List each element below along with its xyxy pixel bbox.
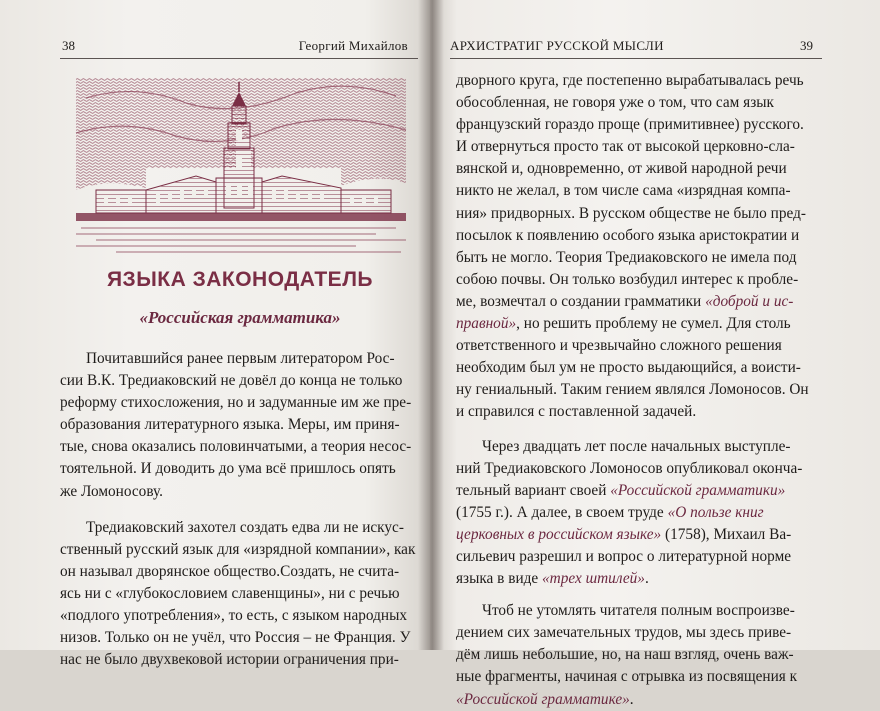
text-line: Тредиаковский захотел создать едва ли не искус- xyxy=(86,518,404,536)
text-line: ясь ни с «глубокословием славенщины», ни с речью xyxy=(60,584,400,602)
text-line: дём лишь небольшие, но, на наш взгляд, очень важ- xyxy=(456,646,794,664)
text-line: необходим был ум не просто выдающийся, а воисти- xyxy=(456,359,801,377)
text-line xyxy=(456,568,822,590)
text-fragment: . xyxy=(629,690,634,708)
text-line: И отвернуться просто так от высокой церковно-сла- xyxy=(456,138,795,156)
text-line: собою почвы. Он только возбудил интерес к пробле- xyxy=(456,270,799,288)
book-gutter xyxy=(418,0,444,650)
emphasis-quote: «Российской грамматики» xyxy=(610,481,786,499)
text-line: нас не было двухвековой истории ограничения при- xyxy=(60,651,399,669)
text-fragment: (1755 г.). А далее, в своем труде xyxy=(456,503,668,521)
text-line: Через двадцать лет после начальных выступле- xyxy=(482,437,791,455)
right-paragraph-3 xyxy=(456,600,822,710)
text-line: тоятельной. И доводить до ума всё пришлось опять xyxy=(60,460,396,478)
text-line: ний Тредиаковского Ломоносов опубликовал оконча- xyxy=(456,459,803,477)
right-body-text xyxy=(456,70,822,711)
text-fragment: , но решить проблему не сумел. Для столь xyxy=(516,315,791,333)
text-fragment: ме, возмечтал о создании грамматики xyxy=(456,292,706,310)
text-line: «подлого употребления», то есть, с языком народных xyxy=(60,607,408,625)
text-line: ственный русский язык для «изрядной компании», как xyxy=(60,540,416,558)
text-line xyxy=(456,524,822,546)
emphasis-quote: «О пользе книг xyxy=(667,503,764,521)
running-head-left: Георгий Михайлов xyxy=(298,38,408,53)
header-rule-left xyxy=(60,58,418,59)
text-line: реформу стихосложения, но и задуманные им же пре- xyxy=(60,394,412,412)
text-line xyxy=(456,689,822,711)
text-line: вянской и, одновременно, от живой народной речи xyxy=(456,160,787,178)
right-paragraph-2 xyxy=(456,436,822,591)
left-paragraph-1 xyxy=(60,348,418,503)
text-line: сильевич разрешил и вопрос о литературной норме xyxy=(456,547,792,565)
left-body-text xyxy=(60,348,418,671)
text-fragment: . xyxy=(644,570,649,588)
right-page xyxy=(430,0,880,708)
text-line: дворного круга, где постепенно вырабатывалась речь xyxy=(456,72,804,89)
emphasis-quote: «доброй и ис- xyxy=(705,292,794,310)
text-fragment: языка в виде xyxy=(456,570,543,588)
emphasis-quote: «Российской грамматике» xyxy=(456,690,630,708)
text-fragment: тельный вариант своей xyxy=(456,481,611,499)
left-paragraph-2 xyxy=(60,517,418,672)
text-line: ные фрагменты, начиная с отрывка из посвящения к xyxy=(456,668,798,686)
page-number-left: 38 xyxy=(62,38,75,53)
text-line: ответственного и чрезвычайно сложного решения xyxy=(456,337,782,355)
running-head-right: АРХИСТРАТИГ РУССКОЙ МЫСЛИ xyxy=(450,38,664,53)
text-fragment: (1758), Михаил Ва- xyxy=(661,525,792,543)
kunstkamera-building-engraving-icon xyxy=(76,78,406,258)
text-line: ния» придворных. В русском обществе не было пред- xyxy=(456,204,806,222)
text-line: никто не желал, в том числе сама «изрядная компа- xyxy=(456,182,791,200)
text-line xyxy=(456,502,822,524)
text-line xyxy=(456,291,822,313)
text-line: же Ломоносову. xyxy=(60,482,163,500)
text-line: и справился с поставленной задачей. xyxy=(456,403,697,421)
text-line xyxy=(456,313,822,335)
text-line: дением сих замечательных трудов, мы здесь приве- xyxy=(456,624,792,642)
text-line: быть не могло. Теория Тредиаковского не имела под xyxy=(456,248,797,266)
text-line: низов. Только он не учёл, что Россия – не Франция. У xyxy=(60,629,411,647)
text-line: Почитавшийся ранее первым литератором Рос- xyxy=(86,350,395,367)
emphasis-quote: правной» xyxy=(456,315,517,333)
text-line: он называл дворянское общество.Создать, не счита- xyxy=(60,562,400,580)
left-page xyxy=(0,0,430,669)
text-line: посылок к появлению особого языка аристократии и xyxy=(456,226,800,244)
emphasis-quote: «трех штилей» xyxy=(542,570,645,588)
text-line: обособленная, не говоря уже о том, что сам язык xyxy=(456,94,774,112)
text-line: Чтоб не утомлять читателя полным воспроизве- xyxy=(482,602,795,620)
right-paragraph-1 xyxy=(456,70,822,424)
text-line: образования литературного языка. Меры, им приня- xyxy=(60,416,400,434)
text-line: французский гораздо проще (примитивнее) русского. xyxy=(456,116,804,134)
text-line: тые, снова оказались половинчатыми, а теория несос- xyxy=(60,438,412,456)
text-line xyxy=(456,480,822,502)
chapter-title: ЯЗЫКА ЗАКОНОДАТЕЛЬ xyxy=(106,268,374,291)
header-rule-right xyxy=(450,58,822,59)
emphasis-quote: церковных в российском языке» xyxy=(456,525,662,543)
text-line: ну гениальный. Таким гением являлся Ломоносов. Он xyxy=(456,381,809,399)
text-line: сии В.К. Тредиаковский не довёл до конца не только xyxy=(60,372,403,390)
page-number-right: 39 xyxy=(800,38,813,53)
section-title: «Российская грамматика» xyxy=(139,308,341,327)
